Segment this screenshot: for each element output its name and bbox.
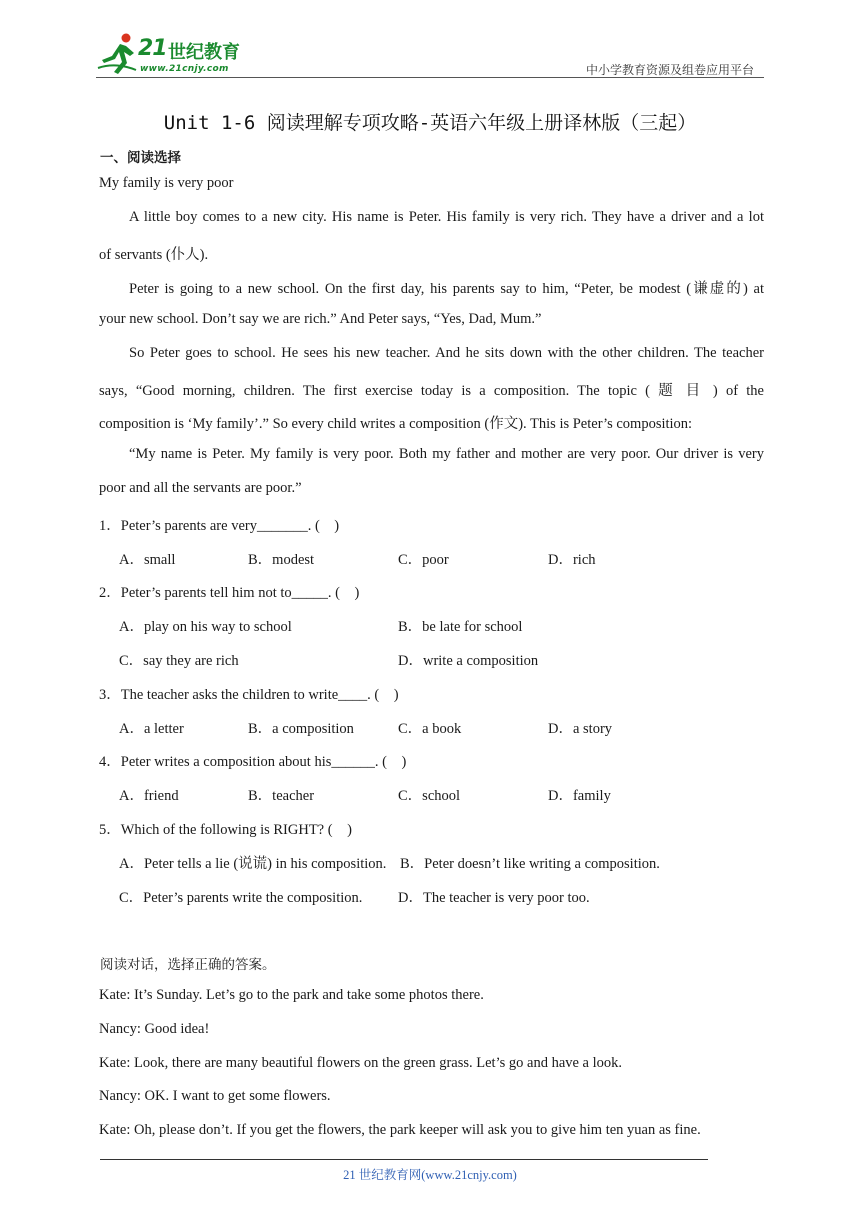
question-2-stem: 2．Peter’s parents tell him not to_____. ( ) (99, 585, 360, 601)
paragraph-4-line-2: poor and all the servants are poor.” (99, 480, 302, 496)
footer-divider (100, 1159, 708, 1160)
paragraph-2-line-2: your new school. Don’t say we are rich.” And Peter says, “Yes, Dad, Mum.” (99, 311, 542, 327)
question-3-option-b[interactable]: B．a composition (248, 721, 354, 737)
question-1-option-d[interactable]: D．rich (548, 552, 596, 568)
site-logo (96, 32, 266, 80)
paragraph-1-line-2: of servants (仆人). (99, 247, 209, 263)
question-1-option-c[interactable]: C．poor (398, 552, 449, 568)
question-3-option-c[interactable]: C．a book (398, 721, 462, 737)
runner-icon (96, 32, 140, 76)
footer-link[interactable]: 21 世纪教育网(www.21cnjy.com) (343, 1168, 517, 1182)
page-title: Unit 1-6 阅读理解专项攻略-英语六年级上册译林版（三起） (163, 112, 697, 134)
question-3-stem: 3．The teacher asks the children to write____. ( ) (99, 687, 399, 703)
question-2-option-d[interactable]: D．write a composition (398, 653, 539, 669)
question-2-option-a[interactable]: A．play on his way to school (119, 619, 292, 635)
question-5-option-c[interactable]: C．Peter’s parents write the composition. (119, 890, 363, 906)
question-5-option-a[interactable]: A．Peter tells a lie (说谎) in his composition. (119, 856, 387, 872)
question-2-option-c[interactable]: C．say they are rich (119, 653, 239, 669)
dialogue-line: Kate: Oh, please don’t. If you get the flowers, the park keeper will ask you to give him ten yuan as fine. (99, 1122, 701, 1138)
logo-text: 世纪教育 (168, 42, 240, 63)
paragraph-3-line-2: says, “Good morning, children. The first exercise today is a composition. The topic ( 题 目 ) of the (99, 383, 764, 399)
logo-number: 21 (138, 36, 167, 61)
question-1-stem: 1．Peter’s parents are very_______. ( ) (99, 518, 340, 534)
question-4-option-b[interactable]: B．teacher (248, 788, 315, 804)
logo-url: www.21cnjy.com (140, 64, 229, 74)
dialogue-line: Kate: Look, there are many beautiful flowers on the green grass. Let’s go and have a look. (99, 1055, 623, 1071)
dialogue-line: Nancy: OK. I want to get some flowers. (99, 1088, 331, 1104)
header-divider (96, 77, 764, 78)
passage-title: My family is very poor (99, 175, 234, 191)
question-1-option-a[interactable]: A．small (119, 552, 176, 568)
question-4-stem: 4．Peter writes a composition about his______. ( ) (99, 754, 407, 770)
paragraph-3-line-1: So Peter goes to school. He sees his new teacher. And he sits down with the other children. The teacher (129, 345, 764, 361)
dialogue-line: Nancy: Good idea! (99, 1021, 210, 1037)
dialogue-instruction: 阅读对话，选择正确的答案。 (100, 957, 276, 973)
question-2-option-b[interactable]: B．be late for school (398, 619, 523, 635)
question-5-stem: 5．Which of the following is RIGHT? ( ) (99, 822, 352, 838)
paragraph-4-line-1: “My name is Peter. My family is very poor. Both my father and mother are very poor. Our driver is very (129, 446, 764, 462)
question-5-option-d[interactable]: D．The teacher is very poor too. (398, 890, 590, 906)
section-heading: 一、阅读选择 (100, 150, 181, 166)
question-4-option-a[interactable]: A．friend (119, 788, 179, 804)
paragraph-2-line-1: Peter is going to a new school. On the first day, his parents say to him, “Peter, be modest (谦虚的) at (129, 281, 764, 297)
paragraph-3-line-3: composition is ‘My family’.” So every child writes a composition (作文). This is Peter’s composition: (99, 416, 693, 432)
question-4-option-d[interactable]: D．family (548, 788, 611, 804)
question-4-option-c[interactable]: C．school (398, 788, 461, 804)
question-5-option-b[interactable]: B．Peter doesn’t like writing a composition. (400, 856, 660, 872)
question-3-option-a[interactable]: A．a letter (119, 721, 184, 737)
paragraph-1-line-1: A little boy comes to a new city. His name is Peter. His family is very rich. They have a driver and a lot (129, 209, 764, 225)
header-platform-text: 中小学教育资源及组卷应用平台 (585, 63, 754, 77)
question-1-option-b[interactable]: B．modest (248, 552, 315, 568)
question-3-option-d[interactable]: D．a story (548, 721, 613, 737)
dialogue-line: Kate: It’s Sunday. Let’s go to the park and take some photos there. (99, 987, 484, 1003)
